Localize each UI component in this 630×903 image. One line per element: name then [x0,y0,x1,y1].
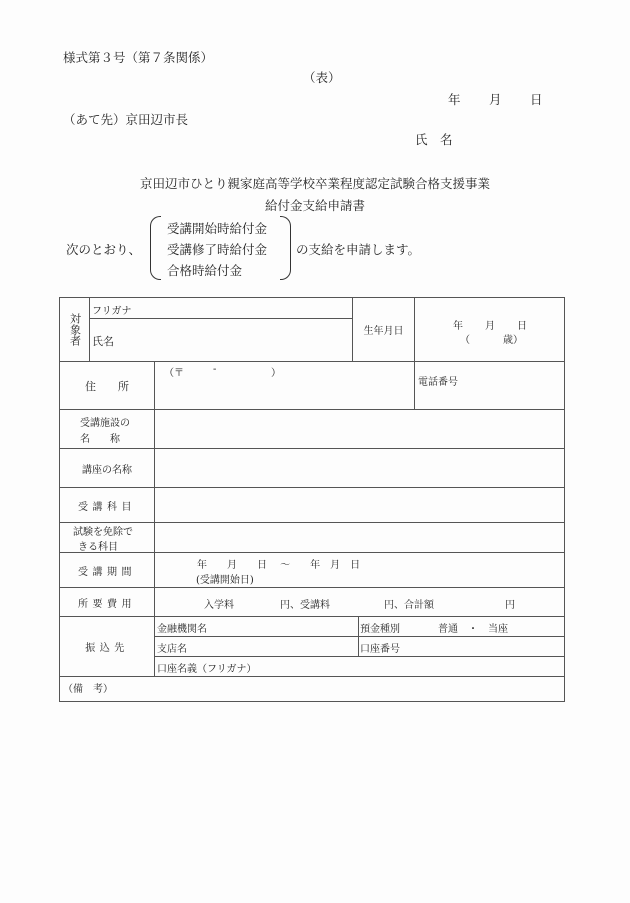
account-holder-label: 口座名義（フリガナ） [157,664,257,675]
address-label: 住 所 [85,379,129,393]
deposit-options: 普通 ・ 当座 [438,624,508,635]
period-label: 受講期間 [78,566,136,578]
postal-open: （〒 [164,368,184,379]
subjects-label: 受講科目 [78,501,136,513]
deposit-type-label: 預金種別 [360,624,400,635]
divider [89,297,90,361]
divider [59,522,565,523]
age-close: 歳） [503,335,523,346]
title-line-2: 給付金支給申請書 [264,198,365,213]
option-completion-benefit: 受講修了時給付金 [167,242,268,257]
divider [154,636,565,637]
date-day: 日 [530,92,543,107]
course-label: 講座の名称 [82,464,132,476]
exempt-label-1: 試験を免除で [73,527,133,538]
phone-label: 電話番号 [418,377,458,388]
cost-total: 円、合計額 [384,600,434,611]
statement-prefix: 次のとおり、 [66,242,142,257]
birthdate-year: 年 [453,321,463,332]
exempt-label-2: きる科目 [78,542,118,553]
right-bracket [280,216,291,280]
title-line-1: 京田辺市ひとり親家庭高等学校卒業程度認定試験合格支援事業 [139,176,490,191]
branch-label: 支店名 [157,644,187,655]
date-month: 月 [489,92,502,107]
birthdate-day: 日 [517,321,527,332]
side-indicator: （表） [303,70,341,85]
cost-entrance: 入学料 [204,600,234,611]
divider [59,676,565,677]
divider [89,318,352,319]
addressee: （あて先）京田辺市長 [63,112,189,127]
period-note: (受講開始日) [196,575,254,586]
table-border-top [59,297,565,298]
option-pass-benefit: 合格時給付金 [167,263,243,278]
form-number: 様式第３号（第７条関係） [63,50,214,65]
transfer-label: 振込先 [85,643,129,654]
postal-dash: - [213,364,217,375]
divider [414,297,415,409]
facility-label-1: 受講施設の [80,418,130,429]
name-label: 氏名 [92,335,114,348]
table-border-right [564,297,565,702]
facility-label-2: 名 称 [80,434,120,445]
period-dates: 年 月 日 〜 年 月 日 [197,560,361,571]
option-start-benefit: 受講開始時給付金 [167,221,268,236]
left-bracket [150,216,161,280]
age-open: （ [460,335,470,346]
furigana-label: フリガナ [92,306,132,317]
divider [358,616,359,656]
remarks-label: （備 考） [63,684,113,695]
cost-tuition: 円、受講料 [280,600,330,611]
subject-label: 対象者 [68,313,82,346]
cost-label: 所要費用 [78,598,136,610]
birthdate-month: 月 [485,321,495,332]
postal-close: ） [271,368,281,379]
bank-name-label: 金融機関名 [157,624,207,635]
birthdate-label: 生年月日 [363,326,404,337]
account-number-label: 口座番号 [360,644,400,655]
divider [154,656,565,657]
date-year: 年 [448,92,461,107]
statement-suffix: の支給を申請します。 [296,242,421,257]
divider [59,409,565,410]
applicant-name-label: 氏 名 [415,132,453,147]
table-border-bottom [59,701,565,702]
cost-yen: 円 [505,600,515,611]
